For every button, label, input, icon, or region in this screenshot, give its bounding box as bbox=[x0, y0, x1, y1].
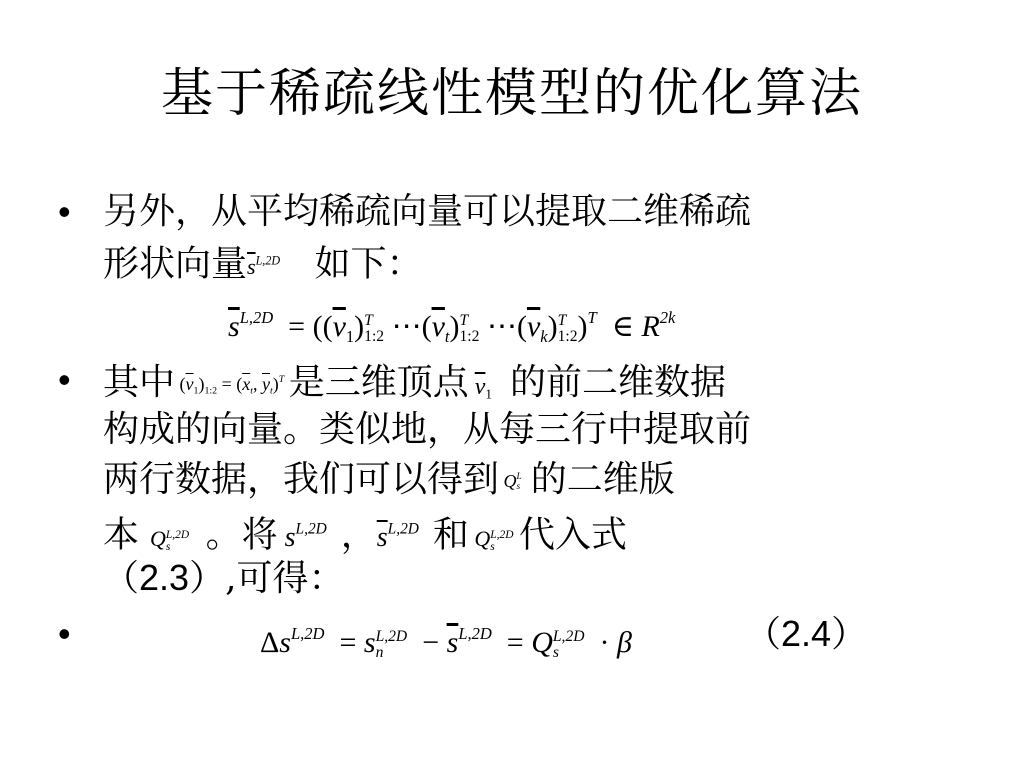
bullet-1: • bbox=[58, 191, 71, 232]
bullet-2: • bbox=[58, 359, 71, 400]
equation-delta-s: $\Delta s^{L,2D} = s$ L,2D n − $\overline{s}^{L,2D} = Q$ L,2D s · β bbox=[260, 624, 632, 662]
math-s-bar-l2d: $\overline{s}^{L,2D}$ bbox=[247, 253, 281, 279]
p1-line2-pre: 形状向量 bbox=[103, 243, 248, 285]
p2-line1-pre: 其中 bbox=[103, 361, 176, 403]
p2-line3-pre: 两行数据，我们可以得到 bbox=[103, 459, 500, 500]
p2-line4-c: ， bbox=[340, 514, 377, 556]
math-s-l2d: $s^{L,2D}$ bbox=[277, 521, 327, 554]
slide-title: 基于稀疏线性模型的优化算法 bbox=[160, 64, 863, 124]
p2-line5-open: （ bbox=[103, 558, 140, 599]
p2-line4-e: 代入式 bbox=[519, 514, 628, 556]
p2-line3-post: 的二维版 bbox=[530, 459, 675, 500]
p2-line4-d: 和 bbox=[432, 514, 469, 556]
bullet-3: • bbox=[58, 613, 71, 654]
math-qs-l2d-2: Q L,2D s bbox=[468, 526, 514, 554]
eq-ref-2-4-close: ） bbox=[831, 614, 868, 655]
math-v1-def: $(\overline{v}_1)_{1:2} = (\overline{x}_t$, $\overline{y}_t)^T$ bbox=[179, 373, 285, 397]
p2-line1-mid: 是三维顶点 bbox=[288, 361, 469, 403]
p2-line3 bbox=[103, 458, 675, 503]
eq-ref-2-4 bbox=[745, 612, 867, 657]
p2-line5-close: ）,可得： bbox=[189, 558, 345, 599]
p1-line2-post: 如下： bbox=[314, 243, 423, 285]
p2-line4 bbox=[103, 508, 627, 561]
math-qs-l: Q L s bbox=[499, 471, 522, 492]
equation-sbar-definition: $\overline{s}^{L,2D} = ((\overline{v}_1)$ T 1:2 $\cdots(\overline{v}_t)$ T 1:2 $\cdots(\overline{v}_k)$ T 1:2 )$^T$ ∈ $R^{2k}$ bbox=[228, 308, 676, 346]
p2-line5 bbox=[103, 556, 345, 601]
p1-line2 bbox=[103, 238, 422, 289]
p1-line1: 另外，从平均稀疏向量可以提取二维稀疏 bbox=[103, 191, 752, 232]
eq-ref-2-3: 2.3 bbox=[139, 557, 190, 598]
math-qs-l2d-1: Q L,2D s bbox=[139, 526, 190, 554]
eq-ref-2-4-open: （ bbox=[745, 614, 782, 655]
eq-ref-2-4-num: 2.4 bbox=[781, 613, 832, 654]
p2-line4-b: 。将 bbox=[205, 514, 278, 556]
math-s-bar-l2d-2: $\overline{s}^{L,2D}$ bbox=[376, 521, 419, 554]
p2-line4-a: 本 bbox=[103, 514, 140, 556]
math-v1: $\overline{v}_1$ bbox=[474, 373, 492, 402]
p2-line1-post: 的前二维数据 bbox=[510, 361, 727, 403]
p2-line2: 构成的向量。类似地，从每三行中提取前 bbox=[103, 409, 752, 450]
